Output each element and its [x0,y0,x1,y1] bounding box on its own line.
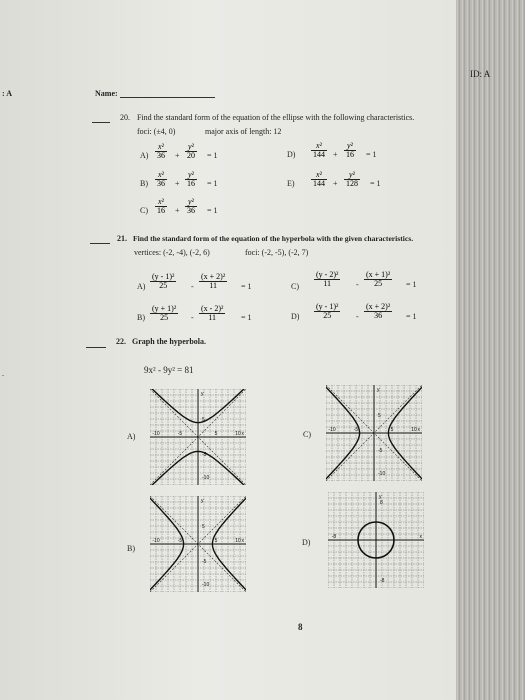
tick-label: -5 [202,559,207,565]
tick-label: x [419,534,422,540]
option-label: B) [137,313,145,322]
tick-label: 5 [214,538,218,544]
numerator: (y - 1)² [316,302,339,311]
tick-label: -5 [177,431,183,437]
tick-label: -10 [328,427,336,433]
tick-label: -8 [380,578,385,584]
tick-label: 5 [202,524,205,530]
tick-label: y [201,391,204,397]
denominator: 20 [187,151,195,161]
tick-label: 8 [380,500,383,506]
tick-label: 5 [390,427,394,433]
tick-label: 10 [235,538,241,544]
option-label: D) [302,538,311,547]
numerator: (y + 1)² [152,304,177,313]
id-label: ID: A [470,69,491,79]
tick-label: 5 [378,413,381,419]
question-21-number: 21. [117,234,127,243]
tick-label: -5 [177,538,183,544]
tick-label: y [377,387,380,393]
option-label: B) [140,179,148,188]
numerator: (x + 1)² [366,270,391,279]
option-label: D) [287,150,296,159]
denominator: 36 [157,151,165,161]
tick-label: 5 [202,417,205,423]
question-20-major-axis: major axis of length: 12 [205,127,282,136]
tick-label: -10 [378,471,386,477]
tick-label: y [379,494,382,500]
option-label: A) [140,151,149,160]
graph-option-c[interactable] [326,385,422,481]
tick-label: x [241,431,244,437]
margin-answer-label: : A [2,89,12,98]
numerator: (y - 1)² [152,272,175,281]
question-21-vertices: vertices: (-2, -4), (-2, 6) [134,248,210,257]
tick-label: y [201,498,204,504]
question-22-prompt: Graph the hyperbola. [132,337,207,346]
numerator: (x + 2)² [366,302,391,311]
question-21-prompt: Find the standard form of the equation of the hyperbola with the given characteristics. [133,234,414,243]
tick-label: -10 [152,431,160,437]
tick-label: -5 [353,427,359,433]
tick-label: -5 [378,448,383,454]
denominator: 128 [346,179,358,189]
numerator: (x - 2)² [201,304,224,313]
name-field[interactable] [120,97,215,98]
denominator: 36 [157,179,165,189]
numerator: (y - 2)² [316,270,339,279]
answer-blank-22[interactable] [86,347,106,348]
graph-option-b[interactable] [150,496,246,592]
question-22-equation: 9x² - 9y² = 81 [144,365,194,375]
tick-label: 10 [411,427,417,433]
tick-label: x [241,538,244,544]
name-label: Name: [95,89,118,98]
answer-blank-20[interactable] [92,122,110,123]
denominator: 36 [374,311,383,321]
denominator: 25 [374,279,383,289]
tick-label: 10 [235,431,241,437]
denominator: 25 [323,311,332,321]
denominator: 144 [313,179,325,189]
option-label: B) [127,544,135,553]
tick-label: -8 [331,534,337,540]
option-label: C) [291,282,299,291]
option-label: C) [303,430,311,439]
denominator: 25 [159,281,168,291]
answer-blank-21[interactable] [90,243,110,244]
question-20-prompt: Find the standard form of the equation of the ellipse with the following characteristics. [137,113,415,122]
denominator: 16 [187,179,195,189]
page-stack-edge [456,0,525,700]
denominator: 25 [160,313,169,323]
tick-label: -5 [202,452,207,458]
denominator: 16 [157,206,165,216]
numerator: (x + 2)² [201,272,226,281]
tick-label: 5 [214,431,218,437]
denominator: 11 [323,279,332,289]
graph-option-d[interactable] [328,492,424,588]
option-label: A) [127,432,136,441]
question-20-foci: foci: (±4, 0) [137,127,176,136]
denominator: 11 [208,313,217,323]
denominator: 36 [187,206,195,216]
option-label: A) [137,282,146,291]
option-label: D) [291,312,300,321]
option-label: C) [140,206,148,215]
graph-option-a[interactable] [150,389,246,485]
tick-label: x [417,427,420,433]
option-label: E) [287,179,295,188]
tick-label: -10 [202,582,210,588]
tick-label: -10 [202,475,210,481]
question-20-number: 20. [120,113,130,122]
question-22-number: 22. [116,337,126,346]
question-21-foci: foci: (-2, -5), (-2, 7) [245,248,309,257]
denominator: 144 [313,150,325,160]
tick-label: -10 [152,538,160,544]
denominator: 16 [346,150,354,160]
denominator: 11 [209,281,217,291]
page-number: 8 [298,622,303,632]
